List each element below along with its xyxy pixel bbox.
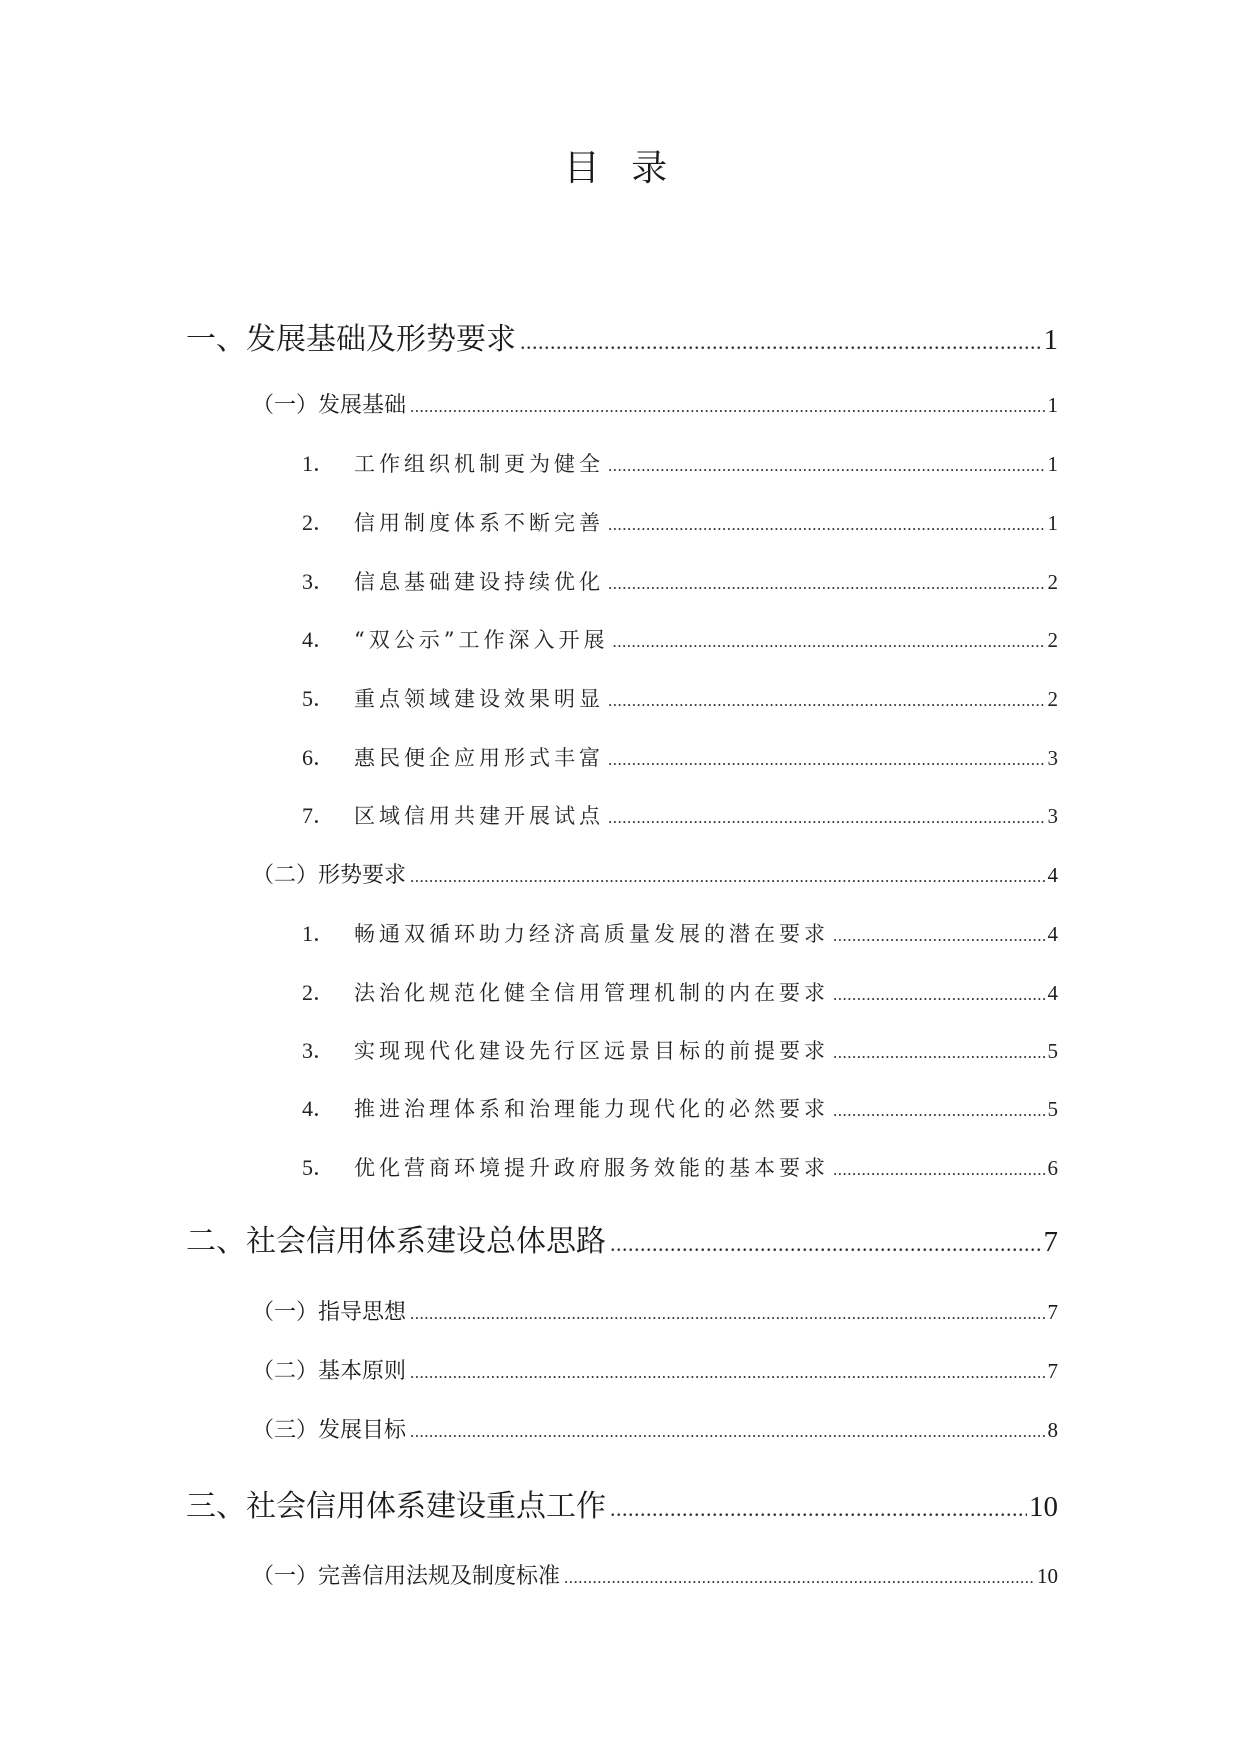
dot-leader bbox=[608, 750, 1046, 770]
toc-page-number: 7 bbox=[1043, 1226, 1058, 1258]
toc-page-number: 4 bbox=[1047, 922, 1058, 946]
toc-entry-1-2[interactable] bbox=[252, 858, 1058, 889]
toc-entry-text: （一）指导思想 bbox=[252, 1300, 407, 1325]
toc-entry-label bbox=[302, 447, 604, 478]
toc-page-number: 6 bbox=[1047, 1156, 1058, 1180]
toc-entry-text: （二）形势要求 bbox=[252, 863, 407, 888]
toc-entry-1-2-4[interactable] bbox=[302, 1092, 1058, 1123]
dot-leader bbox=[833, 985, 1046, 1005]
toc-page-number: 8 bbox=[1047, 1418, 1058, 1442]
toc-page-number: 2 bbox=[1047, 628, 1058, 652]
toc-entry-1-2-5[interactable] bbox=[302, 1151, 1058, 1182]
toc-entry-number: 6． bbox=[302, 745, 336, 770]
toc-entry-number: 1． bbox=[302, 921, 336, 946]
toc-entry-number: 3． bbox=[302, 569, 336, 594]
toc-entry-label bbox=[302, 506, 604, 537]
dot-leader bbox=[610, 1496, 1027, 1522]
table-of-contents bbox=[186, 0, 1058, 1754]
toc-page-number: 4 bbox=[1047, 863, 1058, 887]
toc-entry-3[interactable] bbox=[186, 1481, 1058, 1525]
toc-entry-text: 惠民便企应用形式丰富 bbox=[354, 746, 604, 770]
toc-entry-2-1[interactable] bbox=[252, 1295, 1058, 1326]
dot-leader bbox=[833, 926, 1046, 946]
toc-entry-label bbox=[302, 976, 829, 1007]
toc-entry-text: 工作组织机制更为健全 bbox=[354, 452, 604, 476]
toc-entry-number: 4． bbox=[302, 627, 336, 652]
toc-page-number: 5 bbox=[1047, 1097, 1058, 1121]
toc-entry-2-3[interactable] bbox=[252, 1413, 1058, 1444]
toc-entry-text: 二、社会信用体系建设总体思路 bbox=[186, 1224, 606, 1259]
toc-entry-label bbox=[302, 1034, 829, 1065]
dot-leader bbox=[564, 1568, 1035, 1588]
toc-entry-1-1-1[interactable] bbox=[302, 447, 1058, 478]
toc-entry-label bbox=[302, 741, 604, 772]
toc-entry-3-1[interactable] bbox=[252, 1559, 1058, 1590]
dot-leader bbox=[410, 1422, 1045, 1442]
toc-entry-label bbox=[302, 917, 829, 948]
toc-entry-text: （三）发展目标 bbox=[252, 1418, 407, 1443]
dot-leader bbox=[833, 1101, 1046, 1121]
toc-entry-text: 优化营商环境提升政府服务效能的基本要求 bbox=[354, 1156, 829, 1180]
toc-page-number: 1 bbox=[1047, 452, 1058, 476]
toc-entry-1-1-2[interactable] bbox=[302, 506, 1058, 537]
toc-entry-1-1-7[interactable] bbox=[302, 799, 1058, 830]
toc-entry-text: 畅通双循环助力经济高质量发展的潜在要求 bbox=[354, 922, 829, 946]
page-title: 目 录 bbox=[563, 148, 678, 189]
dot-leader bbox=[410, 397, 1045, 417]
dot-leader bbox=[608, 574, 1046, 594]
toc-entry-1-1-3[interactable] bbox=[302, 565, 1058, 596]
dot-leader bbox=[833, 1160, 1046, 1180]
toc-entry-1-1-6[interactable] bbox=[302, 741, 1058, 772]
toc-entry-label bbox=[302, 682, 604, 713]
toc-entry-text: 推进治理体系和治理能力现代化的必然要求 bbox=[354, 1097, 829, 1121]
dot-leader bbox=[410, 867, 1045, 887]
toc-entry-text: 法治化规范化健全信用管理机制的内在要求 bbox=[354, 981, 829, 1005]
toc-entry-label bbox=[302, 565, 604, 596]
dot-leader bbox=[410, 1304, 1045, 1324]
toc-page-number: 1 bbox=[1047, 393, 1058, 417]
toc-entry-number: 1． bbox=[302, 451, 336, 476]
toc-entry-2-2[interactable] bbox=[252, 1354, 1058, 1385]
toc-page-number: 1 bbox=[1047, 511, 1058, 535]
dot-leader bbox=[612, 632, 1045, 652]
toc-entry-text: 三、社会信用体系建设重点工作 bbox=[186, 1489, 606, 1524]
toc-page-number: 3 bbox=[1047, 746, 1058, 770]
toc-page-number: 5 bbox=[1047, 1039, 1058, 1063]
toc-entry-number: 2． bbox=[302, 980, 336, 1005]
toc-page-number: 7 bbox=[1047, 1359, 1058, 1383]
toc-page-number: 1 bbox=[1043, 324, 1058, 356]
dot-leader bbox=[833, 1043, 1046, 1063]
dot-leader bbox=[608, 808, 1046, 828]
toc-entry-text: 信用制度体系不断完善 bbox=[354, 511, 604, 535]
toc-entry-text: （一）发展基础 bbox=[252, 393, 407, 418]
toc-page-number: 3 bbox=[1047, 804, 1058, 828]
dot-leader bbox=[610, 1231, 1042, 1257]
toc-page-number: 7 bbox=[1047, 1300, 1058, 1324]
toc-entry-1-2-1[interactable] bbox=[302, 917, 1058, 948]
toc-entry-1-2-2[interactable] bbox=[302, 976, 1058, 1007]
toc-entry-label bbox=[302, 623, 608, 654]
toc-entry-number: 3． bbox=[302, 1038, 336, 1063]
toc-entry-1-1-5[interactable] bbox=[302, 682, 1058, 713]
dot-leader bbox=[608, 691, 1046, 711]
toc-entry-text: “双公示”工作深入开展 bbox=[354, 628, 609, 652]
dot-leader bbox=[410, 1363, 1045, 1383]
toc-entry-1-2-3[interactable] bbox=[302, 1034, 1058, 1065]
toc-entry-text: （一）完善信用法规及制度标准 bbox=[252, 1564, 561, 1589]
dot-leader bbox=[520, 329, 1042, 355]
toc-page-number: 10 bbox=[1029, 1491, 1058, 1523]
toc-entry-text: 重点领域建设效果明显 bbox=[354, 687, 604, 711]
toc-entry-1-1-4[interactable] bbox=[302, 623, 1058, 654]
toc-entry-text: 实现现代化建设先行区远景目标的前提要求 bbox=[354, 1039, 829, 1063]
dot-leader bbox=[608, 515, 1046, 535]
toc-entry-text: 区域信用共建开展试点 bbox=[354, 804, 604, 828]
toc-entry-number: 7． bbox=[302, 803, 336, 828]
toc-entry-text: 一、发展基础及形势要求 bbox=[186, 322, 516, 357]
toc-page-number: 2 bbox=[1047, 687, 1058, 711]
toc-entry-1[interactable] bbox=[186, 314, 1058, 358]
toc-entry-number: 4． bbox=[302, 1096, 336, 1121]
toc-entry-number: 5． bbox=[302, 1155, 336, 1180]
toc-entry-1-1[interactable] bbox=[252, 388, 1058, 419]
toc-page-number: 10 bbox=[1037, 1564, 1058, 1588]
toc-page-number: 4 bbox=[1047, 981, 1058, 1005]
toc-entry-text: 信息基础建设持续优化 bbox=[354, 570, 604, 594]
toc-entry-number: 5． bbox=[302, 686, 336, 711]
toc-entry-text: （二）基本原则 bbox=[252, 1359, 407, 1384]
dot-leader bbox=[608, 456, 1046, 476]
toc-page-number: 2 bbox=[1047, 570, 1058, 594]
toc-entry-label bbox=[302, 1092, 829, 1123]
toc-entry-label bbox=[302, 1151, 829, 1182]
toc-entry-label bbox=[302, 799, 604, 830]
toc-entry-2[interactable] bbox=[186, 1216, 1058, 1260]
toc-entry-number: 2． bbox=[302, 510, 336, 535]
